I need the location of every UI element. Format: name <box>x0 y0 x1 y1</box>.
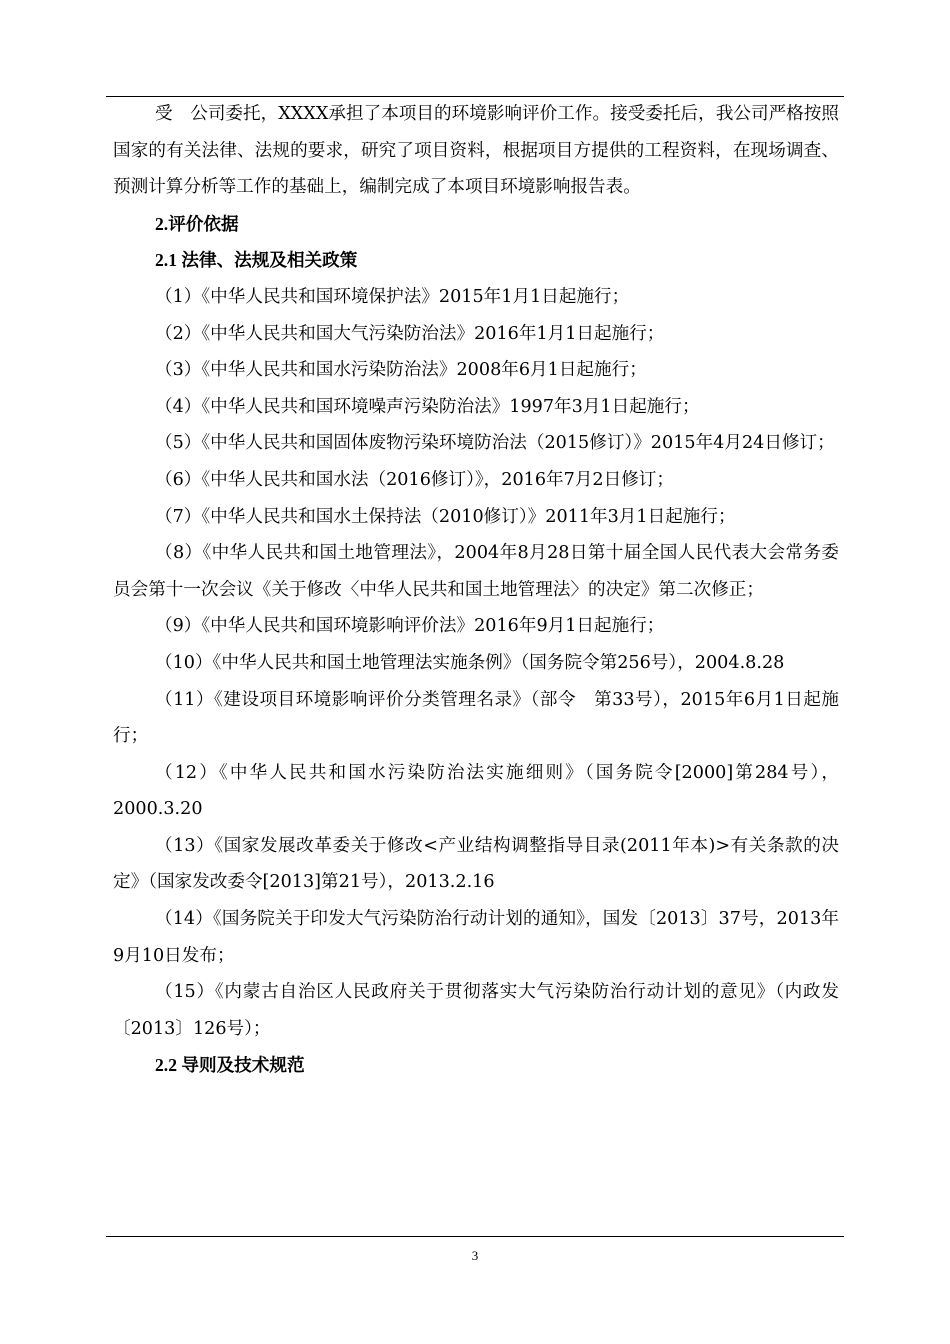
law-item-12: （12）《中华人民共和国水污染防治法实施细则》（国务院令[2000]第284号），2000.3.20 <box>113 762 839 820</box>
law-item-7: （7）《中华人民共和国水土保持法（2010修订）》2011年3月1日起施行； <box>155 506 736 527</box>
law-item-15: （15）《内蒙古自治区人民政府关于贯彻落实大气污染防治行动计划的意见》（内政发〔2013〕126号）； <box>113 982 839 1039</box>
law-item-11: （11）《建设项目环境影响评价分类管理名录》（部令 第33号），2015年6月1日起施行； <box>113 689 839 747</box>
law-item-2: （2）《中华人民共和国大气污染防治法》2016年1月1日起施行； <box>155 323 665 344</box>
section-heading-evaluation-basis: 2.评价依据 <box>155 213 239 234</box>
law-item-6: （6）《中华人民共和国水法（2016修订）》，2016年7月2日修订； <box>155 469 674 490</box>
law-item-14: （14）《国务院关于印发大气污染防治行动计划的通知》，国发〔2013〕37号，2013年9月10日发布； <box>113 909 839 966</box>
law-item-5: （5）《中华人民共和国固体废物污染环境防治法（2015修订）》2015年4月24日修订； <box>155 433 835 454</box>
page-number: 3 <box>471 1248 479 1263</box>
law-item-8: （8）《中华人民共和国土地管理法》，2004年8月28日第十届全国人民代表大会常务委员会第十一次会议《关于修改〈中华人民共和国土地管理法〉的决定》第二次修正； <box>113 543 839 600</box>
law-item-10: （10）《中华人民共和国土地管理法实施条例》（国务院令第256号），2004.8.28 <box>155 652 785 673</box>
footer-rule <box>106 1236 844 1237</box>
law-item-3: （3）《中华人民共和国水污染防治法》2008年6月1日起施行； <box>155 360 647 381</box>
law-item-4: （4）《中华人民共和国环境噪声污染防治法》1997年3月1日起施行； <box>155 396 700 417</box>
subsection-heading-guidelines: 2.2 导则及技术规范 <box>155 1055 305 1076</box>
document-body <box>113 96 839 1084</box>
subsection-heading-laws: 2.1 法律、法规及相关政策 <box>155 250 358 271</box>
law-item-1: （1）《中华人民共和国环境保护法》2015年1月1日起施行； <box>155 286 630 307</box>
law-item-9: （9）《中华人民共和国环境影响评价法》2016年9月1日起施行； <box>155 616 665 637</box>
law-item-13: （13）《国家发展改革委关于修改<产业结构调整指导目录(2011年本)>有关条款的决定》（国家发改委令[2013]第21号），2013.2.16 <box>113 835 839 893</box>
intro-paragraph: 受 公司委托，XXXX承担了本项目的环境影响评价工作。接受委托后，我公司严格按照国家的有关法律、法规的要求，研究了项目资料，根据项目方提供的工程资料，在现场调查、预测计算分析等工作的基础上，编制完成了本项目环境影响报告表。 <box>113 104 839 198</box>
